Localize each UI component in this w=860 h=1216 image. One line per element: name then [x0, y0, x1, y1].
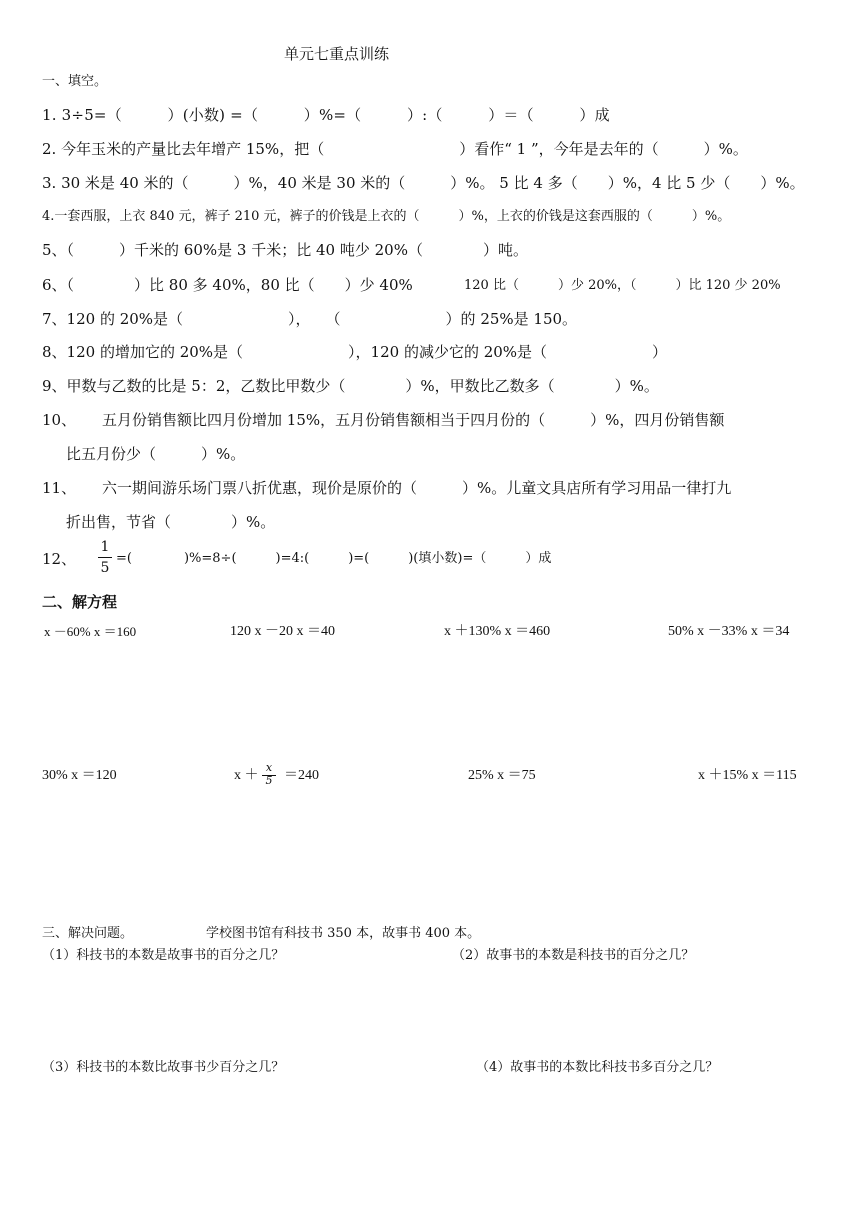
question-12-number: 12、: [42, 550, 77, 568]
equation-1: x －60% x ＝160: [44, 624, 137, 639]
question-11-line-2: 折出售，节省（ ）%。: [66, 513, 276, 531]
question-5: 5、（ ）千米的 60%是 3 千米；比 40 吨少 20%（ ）吨。: [42, 241, 528, 259]
equation-5: 30% x ＝120: [42, 768, 117, 783]
question-1: 1. 3÷5=（ ）(小数) =（ ）%=（ ）:（ ）＝（ ）成: [42, 106, 610, 124]
question-6b: 120 比（ ）少 20%，（ ）比 120 少 20%: [464, 278, 781, 293]
problem-intro: 学校图书馆有科技书 350 本，故事书 400 本。: [206, 926, 481, 941]
question-3: 3. 30 米是 40 米的（ ）%，40 米是 30 米的（ ）%。 5 比 4 多（ ）%，4 比 5 少（ ）%。: [42, 174, 805, 192]
equation-6-left: x ＋: [234, 768, 259, 783]
problem-4: （4）故事书的本数比科技书多百分之几？: [476, 1060, 719, 1075]
equation-8: x ＋15% x ＝115: [698, 768, 797, 783]
question-7: 7、120 的 20%是（ ）， （ ）的 25%是 150。: [42, 310, 578, 328]
equation-2: 120 x －20 x ＝40: [230, 624, 335, 639]
equation-3: x ＋130% x ＝460: [444, 624, 551, 639]
fraction-numerator: x: [265, 761, 273, 774]
equation-6-right: ＝240: [284, 768, 319, 783]
question-10-number: 10、: [42, 411, 77, 429]
problem-1: （1）科技书的本数是故事书的百分之几？: [42, 948, 285, 963]
equation-6-fraction: [262, 761, 276, 787]
question-12-fraction: [98, 538, 112, 577]
question-8: 8、120 的增加它的 20%是（ ），120 的减少它的 20%是（ ）: [42, 343, 668, 361]
question-12-rest: =( )%=8÷( )=4:( )=( )(填小数)=（ ）成: [116, 551, 552, 566]
equation-4: 50% x －33% x ＝34: [668, 624, 790, 639]
problem-2: （2）故事书的本数是科技书的百分之几？: [452, 948, 695, 963]
question-9: 9、甲数与乙数的比是 5：2，乙数比甲数少（ ）%，甲数比乙数多（ ）%。: [42, 377, 659, 395]
question-10-line-2: 比五月份少（ ）%。: [66, 445, 246, 463]
equation-7: 25% x ＝75: [468, 768, 536, 783]
question-6a: 6、（ ）比 80 多 40%，80 比（ ）少 40%: [42, 276, 413, 294]
question-4: 4.一套西服，上衣 840 元，裤子 210 元，裤子的价钱是上衣的（ ）%，上衣的价钱是这套西服的（ ）%。: [42, 209, 731, 224]
section-heading-problems: 三、解决问题。: [42, 926, 134, 941]
question-2: 2. 今年玉米的产量比去年增产 15%，把（ ）看作“ 1 ”，今年是去年的（ ）%。: [42, 140, 748, 158]
fraction-numerator: 1: [100, 539, 110, 555]
fraction-bar: [98, 557, 112, 558]
question-11-number: 11、: [42, 479, 77, 497]
fraction-denominator: 5: [100, 560, 110, 576]
fraction-denominator: 5: [265, 774, 273, 787]
section-heading-equations: 二、解方程: [42, 593, 118, 611]
problem-3: （3）科技书的本数比故事书少百分之几？: [42, 1060, 285, 1075]
section-heading-fill-blank: 一、填空。: [42, 74, 108, 89]
question-10-line-1: 五月份销售额比四月份增加 15%，五月份销售额相当于四月份的（ ）%，四月份销售额: [102, 411, 725, 429]
question-11-line-1: 六一期间游乐场门票八折优惠，现价是原价的（ ）%。儿童文具店所有学习用品一律打九: [102, 479, 732, 497]
page-title: 单元七重点训练: [284, 45, 390, 63]
